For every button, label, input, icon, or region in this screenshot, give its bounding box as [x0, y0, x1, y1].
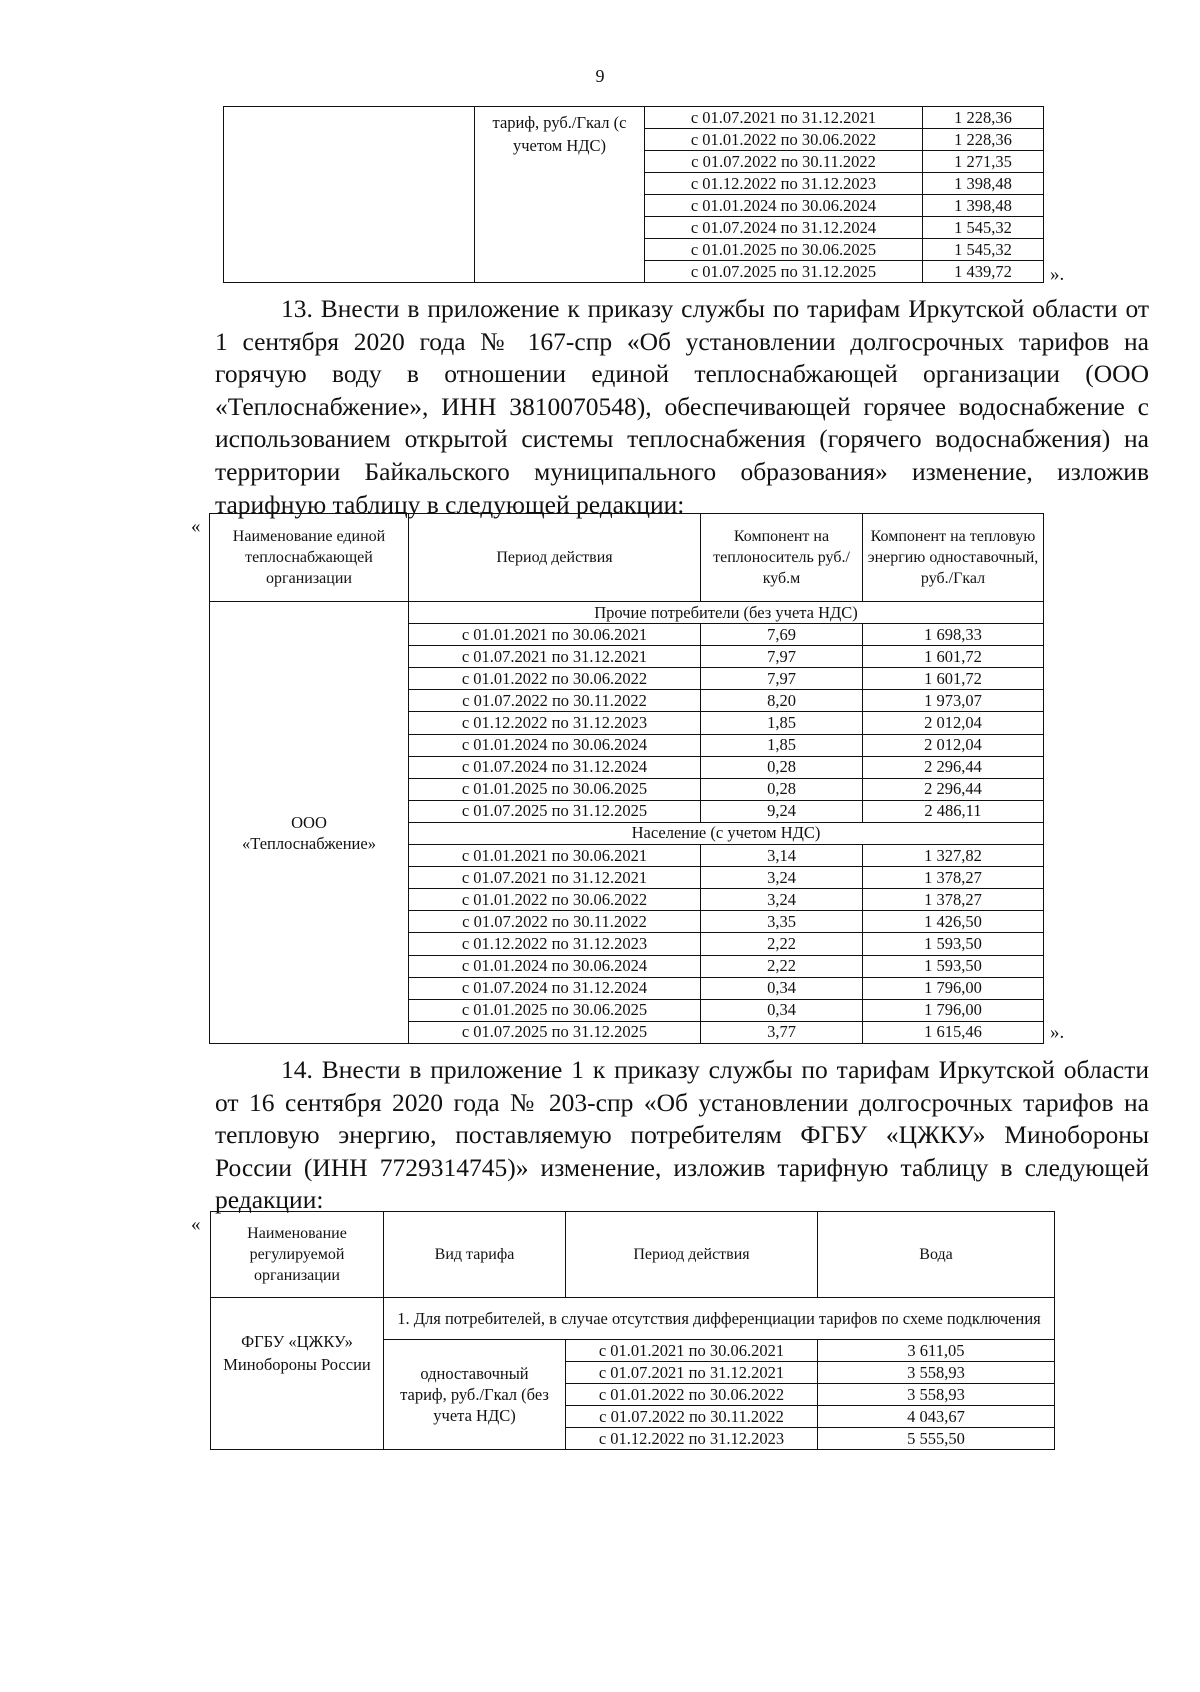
- period-cell: с 01.01.2022 по 30.06.2022: [566, 1384, 818, 1406]
- period-cell: с 01.07.2024 по 31.12.2024: [409, 756, 701, 778]
- carrier-cell: 7,69: [701, 624, 863, 646]
- period-cell: с 01.07.2025 по 31.12.2025: [409, 800, 701, 822]
- header-org: Наименование единой теплоснабжающей организации: [210, 514, 409, 602]
- section-row: [211, 1298, 1055, 1340]
- energy-cell: 1 601,72: [863, 646, 1044, 668]
- carrier-cell: 8,20: [701, 690, 863, 712]
- value-cell: 1 439,72: [923, 261, 1044, 283]
- energy-cell: 1 973,07: [863, 690, 1044, 712]
- period-cell: с 01.07.2022 по 30.11.2022: [409, 690, 701, 712]
- carrier-cell: 7,97: [701, 668, 863, 690]
- carrier-cell: 3,77: [701, 1021, 863, 1043]
- paragraph-14: [215, 1054, 1149, 1217]
- org-name-line2: «Теплоснабжение»: [242, 834, 376, 854]
- org-name-cell: [210, 602, 409, 1044]
- section-row: [210, 602, 1044, 624]
- energy-cell: 1 378,27: [863, 867, 1044, 889]
- carrier-cell: 0,28: [701, 756, 863, 778]
- value-cell: 1 271,35: [923, 151, 1044, 173]
- energy-cell: 1 615,46: [863, 1021, 1044, 1043]
- energy-cell: 2 296,44: [863, 778, 1044, 800]
- period-cell: с 01.01.2021 по 30.06.2021: [409, 845, 701, 867]
- section-other-consumers: Прочие потребители (без учета НДС): [409, 602, 1044, 624]
- paragraph-13-number: 13.: [281, 294, 313, 323]
- value-cell: 1 545,32: [923, 217, 1044, 239]
- energy-cell: 2 012,04: [863, 734, 1044, 756]
- energy-cell: 1 593,50: [863, 933, 1044, 955]
- water-value-cell: 3 558,93: [818, 1362, 1055, 1384]
- carrier-cell: 3,24: [701, 867, 863, 889]
- energy-cell: 1 601,72: [863, 668, 1044, 690]
- period-cell: с 01.07.2022 по 30.11.2022: [645, 151, 923, 173]
- period-cell: с 01.07.2025 по 31.12.2025: [409, 1021, 701, 1043]
- paragraph-13: [215, 293, 1149, 521]
- energy-cell: 1 378,27: [863, 889, 1044, 911]
- period-cell: с 01.07.2021 по 31.12.2021: [566, 1362, 818, 1384]
- energy-cell: 1 426,50: [863, 911, 1044, 933]
- value-cell: 1 228,36: [923, 107, 1044, 129]
- paragraph-14-text: Внести в приложение 1 к приказу службы по тарифам Иркутской области от 16 сентября 2020 года № 203-спр «Об установлении долгосрочных тарифов на тепловую энергию, поставляемую потребителям ФГБУ «ЦЖКУ» Минобороны России (ИНН 7729314745)» изменение, изложив тарифную таблицу в следующей редакции:: [215, 1055, 1150, 1215]
- period-cell: с 01.07.2021 по 31.12.2021: [645, 107, 923, 129]
- energy-cell: 2 486,11: [863, 800, 1044, 822]
- period-cell: с 01.01.2022 по 30.06.2022: [409, 889, 701, 911]
- energy-cell: 1 698,33: [863, 624, 1044, 646]
- section-1: 1. Для потребителей, в случае отсутствия дифференциации тарифов по схеме подключения: [384, 1298, 1055, 1340]
- header-water: Вода: [818, 1212, 1055, 1298]
- tariff-table-continued: [223, 106, 1044, 283]
- period-cell: с 01.07.2022 по 30.11.2022: [566, 1406, 818, 1428]
- paragraph-13-text: Внести в приложение к приказу службы по тарифам Иркутской области от 1 сентября 2020 года № 167-спр «Об установлении долгосрочных тарифов на горячую воду в отношении единой теплоснабжающей организации (ООО «Теплоснабжение», ИНН 3810070548), обеспечивающей горячее водоснабжение с использованием открытой системы теплоснабжения (горячего водоснабжения) на территории Байкальского муниципального образования» изменение, изложив тарифную таблицу в следующей редакции:: [215, 294, 1150, 519]
- page-number: 9: [595, 66, 605, 86]
- carrier-cell: 0,28: [701, 778, 863, 800]
- period-cell: с 01.01.2024 по 30.06.2024: [409, 734, 701, 756]
- carrier-cell: 1,85: [701, 734, 863, 756]
- period-cell: с 01.01.2022 по 30.06.2022: [409, 668, 701, 690]
- tariff-label-14: одноставочный тариф, руб./Гкал (без учета НДС): [384, 1340, 566, 1450]
- header-carrier: Компонент на теплоноситель руб./куб.м: [701, 514, 863, 602]
- value-cell: 1 228,36: [923, 129, 1044, 151]
- carrier-cell: 2,22: [701, 933, 863, 955]
- period-cell: с 01.01.2025 по 30.06.2025: [645, 239, 923, 261]
- empty-org-cell: [224, 107, 475, 283]
- period-cell: с 01.07.2021 по 31.12.2021: [409, 867, 701, 889]
- period-cell: с 01.01.2021 по 30.06.2021: [409, 624, 701, 646]
- carrier-cell: 0,34: [701, 999, 863, 1021]
- period-cell: с 01.01.2024 по 30.06.2024: [409, 955, 701, 977]
- water-value-cell: 5 555,50: [818, 1428, 1055, 1450]
- header-period: Период действия: [409, 514, 701, 602]
- period-cell: с 01.01.2021 по 30.06.2021: [566, 1340, 818, 1362]
- period-cell: с 01.07.2022 по 30.11.2022: [409, 911, 701, 933]
- period-cell: с 01.12.2022 по 31.12.2023: [566, 1428, 818, 1450]
- org-name-cell-14: ФГБУ «ЦЖКУ» Минобороны России: [211, 1298, 384, 1450]
- carrier-cell: 1,85: [701, 712, 863, 734]
- value-cell: 1 545,32: [923, 239, 1044, 261]
- org-name-line1: ООО: [291, 813, 327, 833]
- section-population: Население (с учетом НДС): [409, 822, 1044, 844]
- paragraph-14-number: 14.: [281, 1055, 313, 1084]
- period-cell: с 01.07.2021 по 31.12.2021: [409, 646, 701, 668]
- energy-cell: 2 012,04: [863, 712, 1044, 734]
- period-cell: с 01.07.2025 по 31.12.2025: [645, 261, 923, 283]
- opening-quote-14: «: [191, 1214, 201, 1235]
- header-tariff-type: Вид тарифа: [384, 1212, 566, 1298]
- carrier-cell: 3,24: [701, 889, 863, 911]
- tariff-label: тариф, руб./Гкал (с учетом НДС): [475, 107, 645, 283]
- energy-cell: 1 796,00: [863, 999, 1044, 1021]
- water-value-cell: 3 611,05: [818, 1340, 1055, 1362]
- value-cell: 1 398,48: [923, 173, 1044, 195]
- energy-cell: 1 327,82: [863, 845, 1044, 867]
- closing-quote-top: ».: [1050, 264, 1065, 285]
- period-cell: с 01.01.2022 по 30.06.2022: [645, 129, 923, 151]
- header-period-14: Период действия: [566, 1212, 818, 1298]
- period-cell: с 01.01.2025 по 30.06.2025: [409, 778, 701, 800]
- carrier-cell: 9,24: [701, 800, 863, 822]
- header-org-14: Наименование регулируемой организации: [211, 1212, 384, 1298]
- period-cell: с 01.12.2022 по 31.12.2023: [409, 933, 701, 955]
- period-cell: с 01.07.2024 по 31.12.2024: [409, 977, 701, 999]
- closing-quote-13: ».: [1050, 1022, 1065, 1043]
- carrier-cell: 0,34: [701, 977, 863, 999]
- energy-cell: 1 593,50: [863, 955, 1044, 977]
- tariff-table-14: [210, 1211, 1055, 1450]
- table-row: [224, 107, 1044, 129]
- carrier-cell: 3,35: [701, 911, 863, 933]
- value-cell: 1 398,48: [923, 195, 1044, 217]
- period-cell: с 01.12.2022 по 31.12.2023: [409, 712, 701, 734]
- tariff-table-13: [209, 513, 1044, 1044]
- energy-cell: 1 796,00: [863, 977, 1044, 999]
- water-value-cell: 4 043,67: [818, 1406, 1055, 1428]
- water-value-cell: 3 558,93: [818, 1384, 1055, 1406]
- opening-quote-13: «: [191, 516, 201, 537]
- energy-cell: 2 296,44: [863, 756, 1044, 778]
- period-cell: с 01.07.2024 по 31.12.2024: [645, 217, 923, 239]
- period-cell: с 01.12.2022 по 31.12.2023: [645, 173, 923, 195]
- carrier-cell: 7,97: [701, 646, 863, 668]
- carrier-cell: 3,14: [701, 845, 863, 867]
- period-cell: с 01.01.2024 по 30.06.2024: [645, 195, 923, 217]
- carrier-cell: 2,22: [701, 955, 863, 977]
- header-energy: Компонент на тепловую энергию одноставочный, руб./Гкал: [863, 514, 1044, 602]
- period-cell: с 01.01.2025 по 30.06.2025: [409, 999, 701, 1021]
